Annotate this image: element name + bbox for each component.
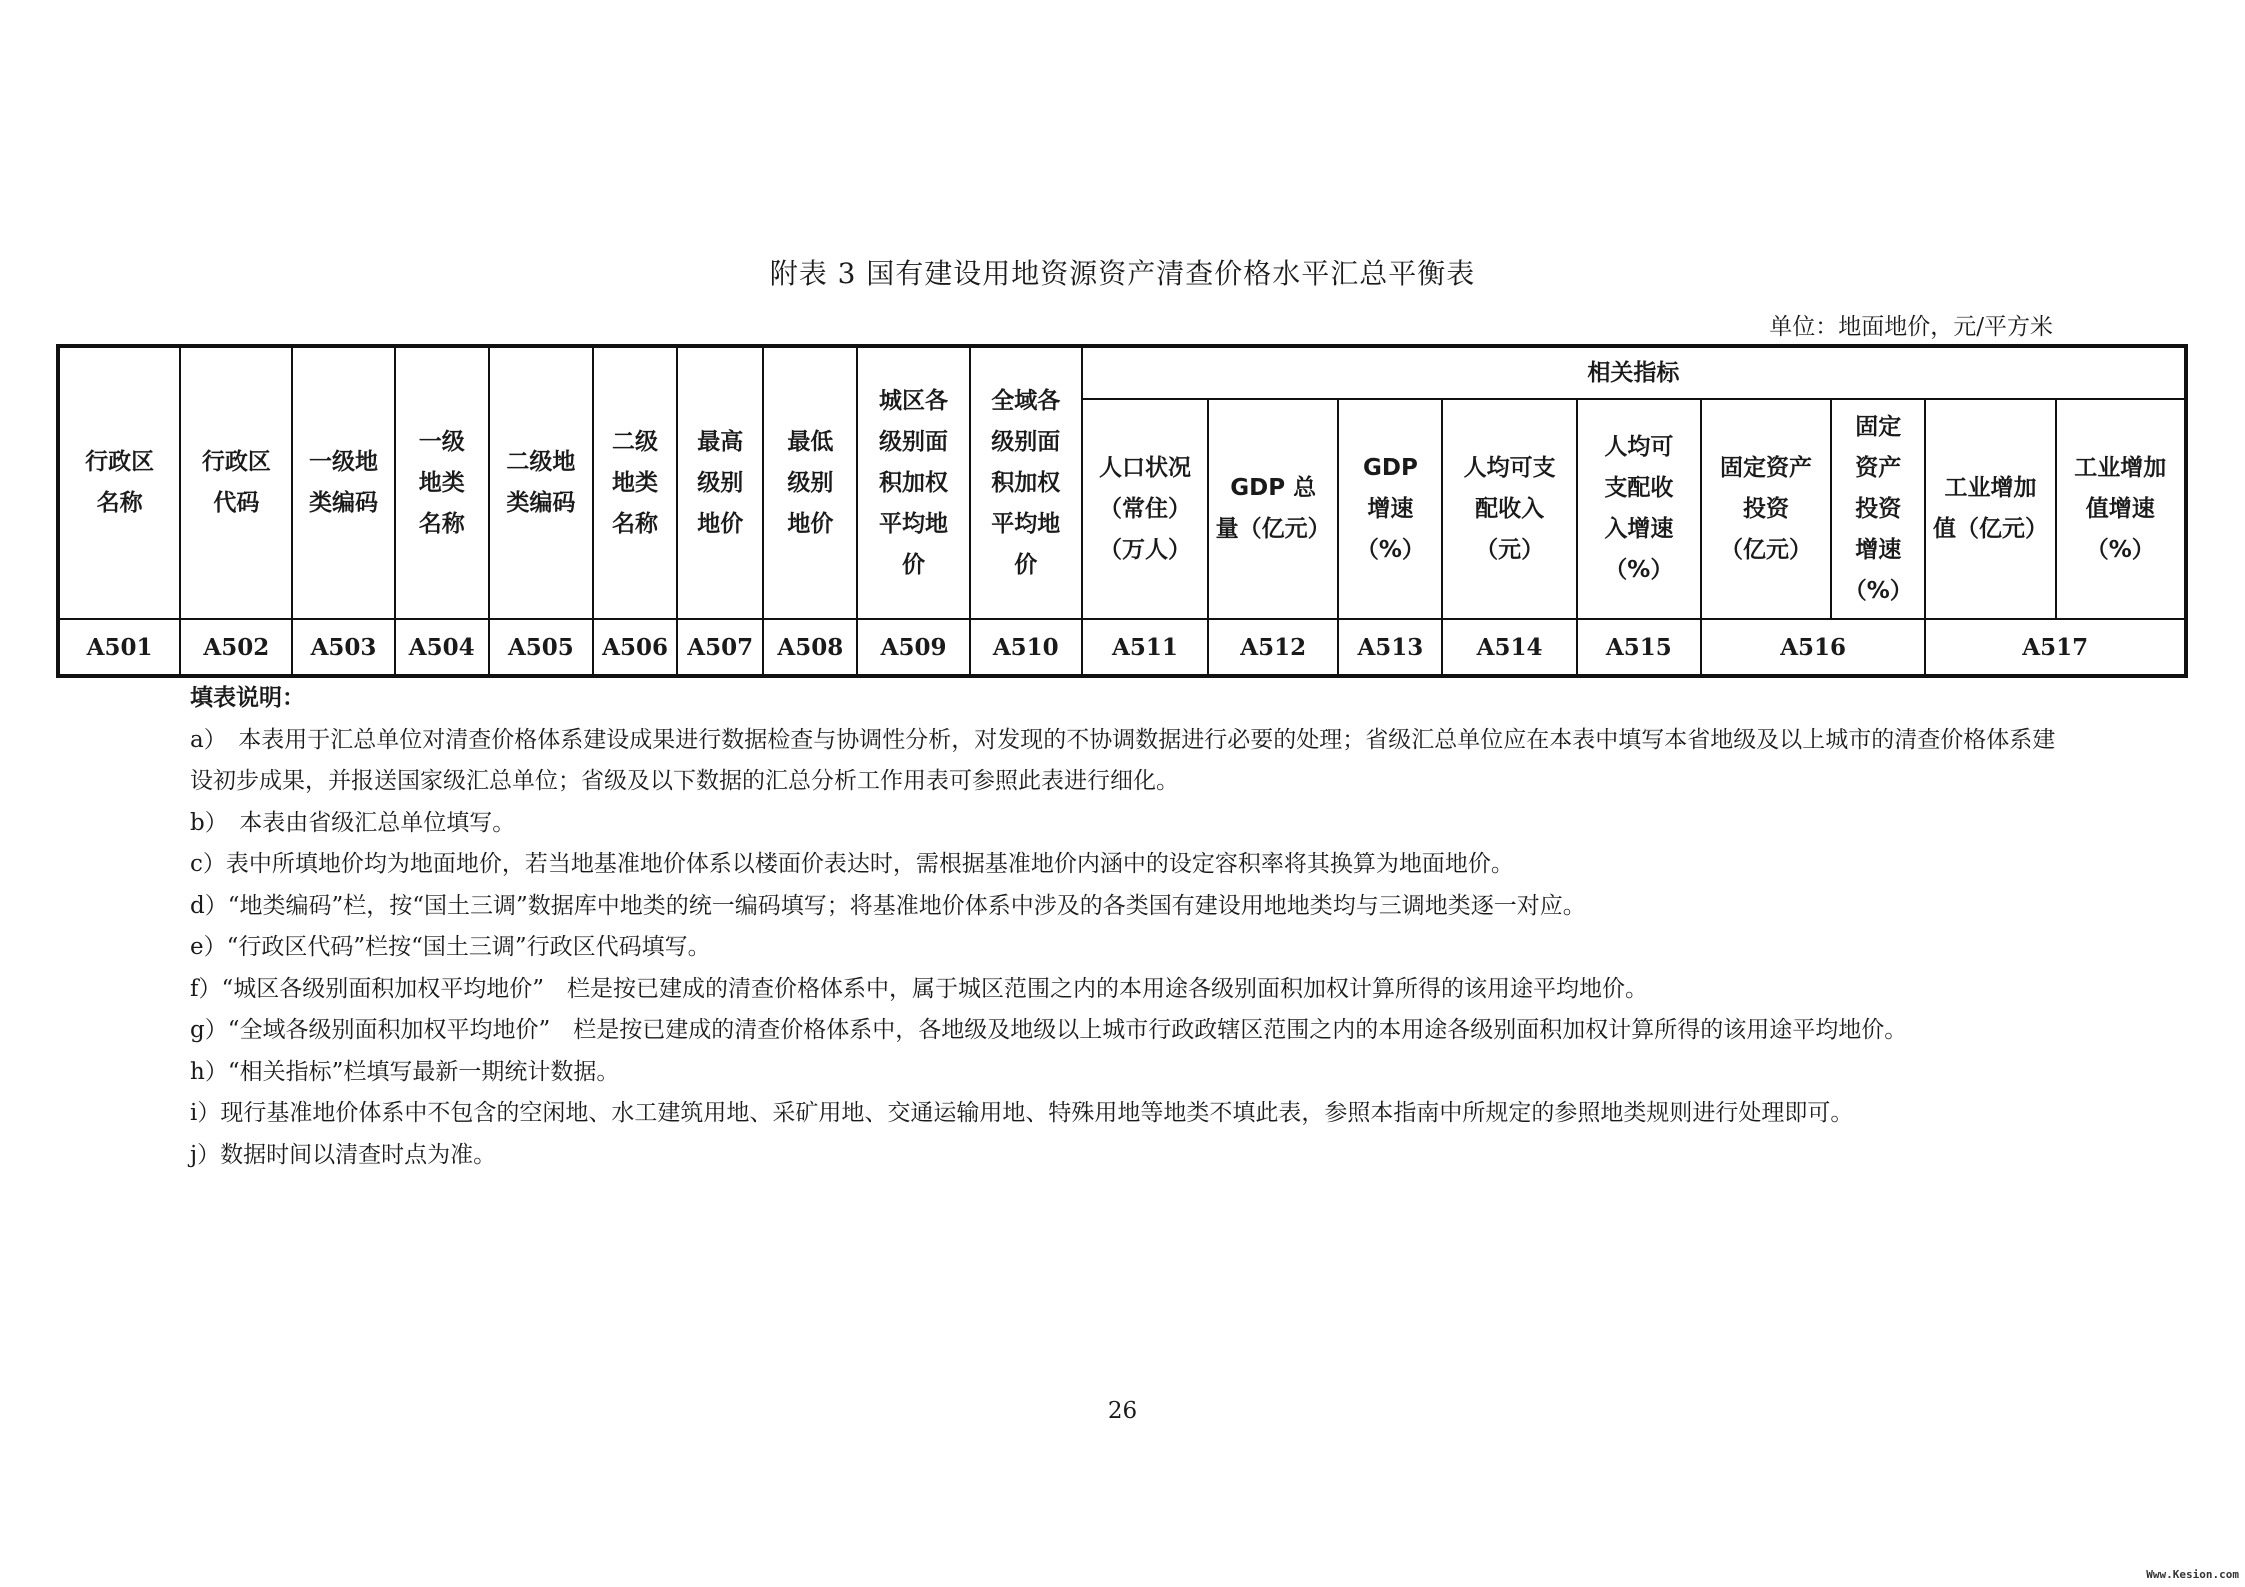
header-cell: 最高 级别 地价 [677, 346, 763, 619]
sub-header-cell: 工业增加 值（亿元） [1925, 399, 2055, 619]
code-cell: A515 [1577, 619, 1701, 676]
fill-instructions [190, 678, 2060, 1176]
note-item: j）数据时间以清查时点为准。 [190, 1141, 497, 1168]
price-summary-table [56, 344, 2188, 678]
code-cell: A506 [593, 619, 677, 676]
code-cell: A503 [292, 619, 394, 676]
watermark: Www.Kesion.com [2146, 1568, 2239, 1581]
code-cell: A502 [180, 619, 292, 676]
note-item: d）“地类编码”栏，按“国土三调”数据库中地类的统一编码填写；将基准地价体系中涉及的各类国有建设用地地类均与三调地类逐一对应。 [190, 892, 1586, 919]
code-cell: A512 [1208, 619, 1338, 676]
notes-heading: 填表说明： [190, 685, 305, 711]
note-item: e）“行政区代码”栏按“国土三调”行政区代码填写。 [190, 934, 711, 960]
code-cell: A507 [677, 619, 763, 676]
sub-header-cell: GDP 总 量（亿元） [1208, 399, 1338, 619]
sub-header-cell: 人均可 支配收 入增速 （%） [1577, 399, 1701, 619]
sub-header-cell: 工业增加 值增速 （%） [2056, 399, 2186, 619]
sub-header-cell: 人均可支 配收入 （元） [1442, 399, 1576, 619]
header-cell: 城区各 级别面 积加权 平均地 价 [857, 346, 969, 619]
note-item: i）现行基准地价体系中不包含的空闲地、水工建筑用地、采矿用地、交通运输用地、特殊用地等地类不填此表，参照本指南中所规定的参照地类规则进行处理即可。 [190, 1100, 1854, 1126]
note-item: b） 本表由省级汇总单位填写。 [190, 809, 516, 836]
header-cell: 一级地 类编码 [292, 346, 394, 619]
note-item: h）“相关指标”栏填写最新一期统计数据。 [190, 1058, 620, 1085]
note-item: a） 本表用于汇总单位对清查价格体系建设成果进行数据检查与协调性分析，对发现的不协调数据进行必要的处理；省级汇总单位应在本表中填写本省地级及以上城市的清查价格体系建设初步成果，并报送国家级汇总单位；省级及以下数据的汇总分析工作用表可参照此表进行细化。 [190, 726, 2056, 794]
note-item: c）表中所填地价均为地面地价，若当地基准地价体系以楼面价表达时，需根据基准地价内涵中的设定容积率将其换算为地面地价。 [190, 851, 1514, 877]
code-cell: A511 [1082, 619, 1208, 676]
code-cell: A513 [1338, 619, 1442, 676]
group-header-cell: 相关指标 [1082, 346, 2186, 399]
unit-label: 单位：地面地价，元/平方米 [1769, 314, 2053, 340]
header-cell: 一级 地类 名称 [395, 346, 489, 619]
note-item: f）“城区各级别面积加权平均地价” 栏是按已建成的清查价格体系中，属于城区范围之内的本用途各级别面积加权计算所得的该用途平均地价。 [190, 975, 1649, 1002]
header-cell: 最低 级别 地价 [763, 346, 857, 619]
sub-header-cell: GDP 增速 （%） [1338, 399, 1442, 619]
header-cell: 二级地 类编码 [489, 346, 593, 619]
sub-header-cell: 固定资产 投资 （亿元） [1701, 399, 1831, 619]
header-cell: 全域各 级别面 积加权 平均地 价 [970, 346, 1082, 619]
code-cell: A505 [489, 619, 593, 676]
code-cell: A514 [1442, 619, 1576, 676]
page-number: 26 [1107, 1398, 1138, 1424]
code-cell: A510 [970, 619, 1082, 676]
note-item: g）“全域各级别面积加权平均地价” 栏是按已建成的清查价格体系中，各地级及地级以上城市行政政辖区范围之内的本用途各级别面积加权计算所得的该用途平均地价。 [190, 1017, 1908, 1043]
code-cell: A517 [1925, 619, 2186, 676]
code-cell: A509 [857, 619, 969, 676]
code-cell: A516 [1701, 619, 1925, 676]
code-cell: A508 [763, 619, 857, 676]
header-cell: 行政区 代码 [180, 346, 292, 619]
header-cell: 二级 地类 名称 [593, 346, 677, 619]
table-title: 附表 3 国有建设用地资源资产清查价格水平汇总平衡表 [769, 257, 1476, 290]
header-cell: 行政区 名称 [58, 346, 180, 619]
code-cell: A504 [395, 619, 489, 676]
code-cell: A501 [58, 619, 180, 676]
sub-header-cell: 人口状况 （常住） （万人） [1082, 399, 1208, 619]
sub-header-cell: 固定 资产 投资 增速 （%） [1831, 399, 1925, 619]
